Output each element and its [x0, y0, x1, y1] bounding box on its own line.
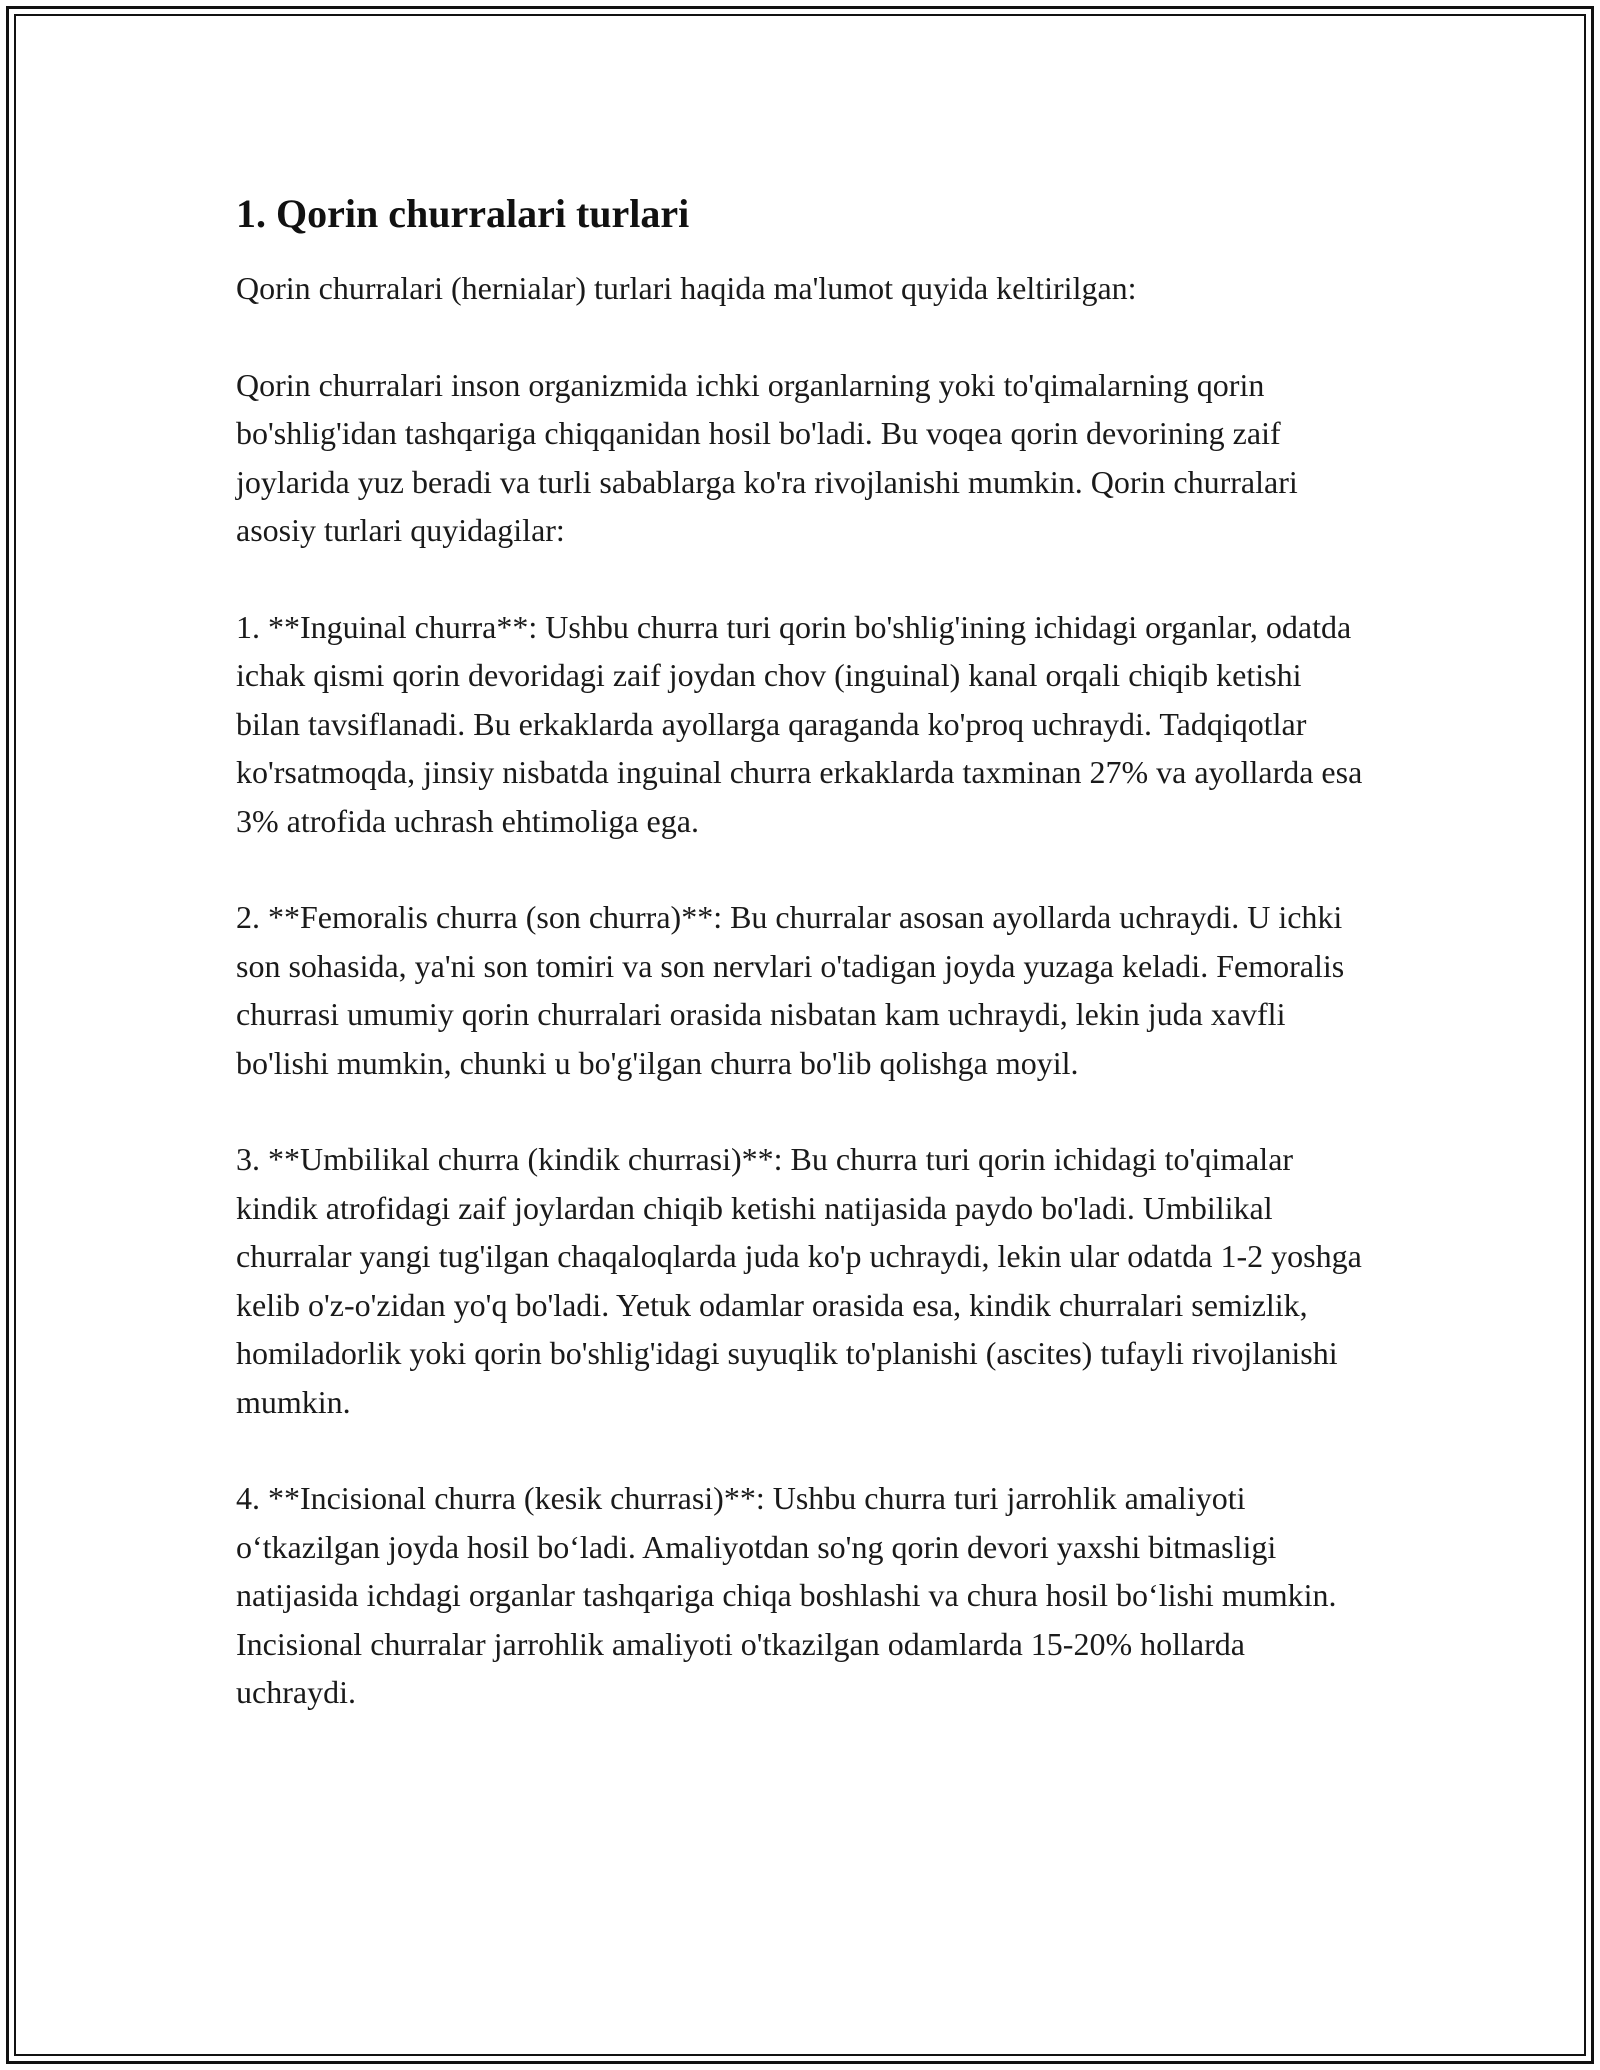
- inguinal-paragraph: 1. **Inguinal churra**: Ushbu churra turi qorin bo'shlig'ining ichidagi organlar, odatda ichak qismi qorin devoridagi zaif joydan chov (inguinal) kanal orqali chiqib ketishi bilan tavsiflanadi. Bu erkaklarda ayollarga qaraganda ko'proq uchraydi. Tadqiqotlar ko'rsatmoqda, jinsiy nisbatda inguinal churra erkaklarda taxminan 27% va ayollarda esa 3% atrofida uchrash ehtimoliga ega.: [236, 608, 1363, 839]
- document-body: [236, 186, 1366, 1765]
- intro-paragraph: Qorin churralari (hernialar) turlari haqida ma'lumot quyida keltirilgan:: [236, 270, 1137, 306]
- overview-paragraph: Qorin churralari inson organizmida ichki organlarning yoki to'qimalarning qorin bo'shlig'idan tashqariga chiqqanidan hosil bo'ladi. Bu voqea qorin devorining zaif joylarida yuz beradi va turli sabablarga ko'ra rivojlanishi mumkin. Qorin churralari asosiy turlari quyidagilar:: [236, 366, 1298, 548]
- umbilical-paragraph: 3. **Umbilikal churra (kindik churrasi)**: Bu churra turi qorin ichidagi to'qimalar kindik atrofidagi zaif joylardan chiqib ketishi natijasida paydo bo'ladi. Umbilikal churralar yangi tug'ilgan chaqaloqlarda juda ko'p uchraydi, lekin ular odatda 1-2 yoshga kelib o'z-o'zidan yo'q bo'ladi. Yetuk odamlar orasida esa, kindik churralari semizlik, homiladorlik yoki qorin bo'shlig'idagi suyuqlik to'planishi (ascites) tufayli rivojlanishi mumkin.: [236, 1141, 1362, 1420]
- document-title: 1. Qorin churralari turlari: [236, 191, 690, 236]
- incisional-paragraph: 4. **Incisional churra (kesik churrasi)**: Ushbu churra turi jarrohlik amaliyoti o‘tkazilgan joyda hosil bo‘ladi. Amaliyotdan so'ng qorin devori yaxshi bitmasligi natijasida ichdagi organlar tashqariga chiqa boshlashi va chura hosil bo‘lishi mumkin. Incisional churralar jarrohlik amaliyoti o'tkazilgan odamlarda 15-20% hollarda uchraydi.: [236, 1480, 1337, 1710]
- femoral-paragraph: 2. **Femoralis churra (son churra)**: Bu churralar asosan ayollarda uchraydi. U ichki son sohasida, ya'ni son tomiri va son nervlari o'tadigan joyda yuzaga keladi. Femoralis churrasi umumiy qorin churralari orasida nisbatan kam uchraydi, lekin juda xavfli bo'lishi mumkin, chunki u bo'g'ilgan churra bo'lib qolishga moyil.: [236, 899, 1345, 1081]
